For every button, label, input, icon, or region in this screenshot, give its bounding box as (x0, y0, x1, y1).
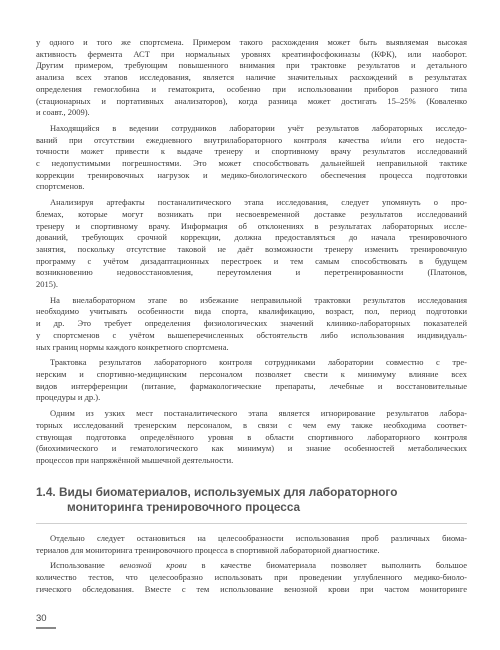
text-line: анализа всех этапов исследования, является наличие значительных расхождений в результатах (36, 72, 467, 83)
text-line: необходимо учитывать особенности вида спорта, квалификацию, возраст, пол, период подготовки (36, 306, 467, 317)
text-line: ствующая подготовка определённого уровня в области спортивного лабораторного контроля (36, 431, 467, 442)
paragraph-8 (36, 560, 467, 595)
body-text-lower (36, 533, 467, 600)
text-line: дований, требующих срочной коррекции, должна предоставляться до начала тренировочного (36, 232, 467, 243)
section-heading-line-2: мониторинга тренировочного процесса (67, 500, 301, 514)
text-line: Трактовка результатов лабораторного контроля сотрудниками лаборатории совместно с тре- (50, 357, 467, 368)
text-line: Находящийся в ведении сотрудников лаборатории учёт результатов лабораторных исследо- (50, 122, 467, 133)
text-line: 2015). (36, 279, 58, 290)
text-run: в качестве биоматериала позволяет выполнить большое (186, 560, 467, 571)
paragraph-3 (36, 197, 467, 291)
section-heading (36, 485, 467, 515)
text-line: териалов для мониторинга тренировочного процесса в спортивной лабораторной диагностике. (36, 544, 380, 555)
text-line: гического обследования. Вместе с тем использование венозной крови при частом мониторинге (36, 583, 467, 594)
text-line: ваний при отсутствии ежедневного внутрилабораторного контроля качества и/или его недоста- (36, 134, 467, 145)
text-run: Использование (50, 560, 120, 571)
text-line: возникновению недовосстановления, переутомления и перетренированности (Платонов, (36, 267, 467, 278)
paragraph-6 (36, 408, 467, 467)
text-line: ных границ нормы каждого конкретного спортсмена. (36, 341, 229, 352)
text-line: Отдельно следует остановиться на целесообразности использования проб различных биома- (50, 533, 467, 543)
text-line: блемах, которые могут возникать при несвоевременной доставке результатов исследований (36, 208, 467, 219)
text-line: нерским и спортивно-медицинским персоналом позволяет свести к минимуму влияние всех (36, 368, 467, 379)
text-line: торных исследований тренерским персоналом, в связи с чем ему также необходима соответ- (36, 419, 467, 430)
text-line: программу с учётом дизадаптационных перестроек и тем самым способствовать в будущем (36, 255, 467, 266)
text-line: точности может привести к выдаче тренеру и спортивному врачу результатов исследований (36, 146, 467, 157)
text-line: у спортсменов с учётом вышеперечисленных обстоятельств либо использования индивидуаль- (36, 329, 467, 340)
text-line: (биохимического и гематологического как минимум) и знание особенностей метаболических (36, 443, 467, 454)
text-line: и соавт., 2009). (36, 107, 90, 118)
page-number: 30 (36, 613, 47, 624)
paragraph-2 (36, 123, 467, 193)
text-line: Другим примером, требующим повышенного внимания при трактовке результатов и детального (36, 60, 467, 71)
text-line: тренеру и спортивному врачу. Информация об отклонениях в результатах лабораторных иссле- (36, 220, 467, 231)
text-line (36, 560, 467, 572)
text-line: Анализируя артефакты постаналитического этапа исследования, следует упомянуть о про- (50, 197, 467, 208)
text-line: (стационарных и портативных анализаторов), когда разница может достигать 15–25% (Коваленко (36, 95, 467, 106)
text-line: На внелабораторном этапе во избежание неправильной трактовки результатов исследования (50, 294, 467, 305)
section-divider (36, 523, 467, 524)
text-line: количество тестов, что целесообразно использовать при проведении углубленного медико-биоло- (36, 572, 467, 583)
text-line: Одним из узких мест постаналитического этапа является игнорирование результатов лабора- (50, 408, 467, 419)
body-text-upper (36, 37, 467, 471)
paragraph-1 (36, 37, 467, 119)
text-line: у одного и того же спортсмена. Примером такого расхождения может быть выявляемая высокая (36, 37, 467, 47)
text-line: коррекции тренировочных нагрузок и медико-биологического обеспечения процесса подготовки (36, 169, 467, 180)
section-heading-line-1: 1.4. Виды биоматериалов, используемых для лабораторного (36, 485, 398, 499)
text-line: с недопустимыми погрешностями. Это может способствовать дальнейшей неправильной тактике (36, 158, 467, 169)
text-line: процессов при напряжённой мышечной деятельности. (36, 454, 234, 465)
text-line: определения гемоглобина и гематокрита, особенно при использовании приборов разного типа (36, 83, 467, 94)
emphasis-term: венозной крови (119, 560, 187, 571)
text-line: и др. Это требует определения физиологических значений клинико-лабораторных показателей (36, 318, 467, 329)
text-line: видов интерференции (питание, фармакологические препараты, лечебные и восстановительные (36, 380, 467, 391)
paragraph-5 (36, 357, 467, 404)
text-line: активность фермента АСТ при нормальных уровнях креатинфосфокиназы (КФК), или наоборот. (36, 48, 467, 59)
paragraph-4 (36, 295, 467, 354)
page-number-underline (36, 627, 56, 629)
text-line: спортсменов. (36, 181, 85, 192)
text-line: занятия, поскольку отсутствие таковой не даёт возможности тренеру изменить тренировочную (36, 243, 467, 254)
text-line: процедуры и др.). (36, 392, 101, 403)
paragraph-7 (36, 533, 467, 556)
